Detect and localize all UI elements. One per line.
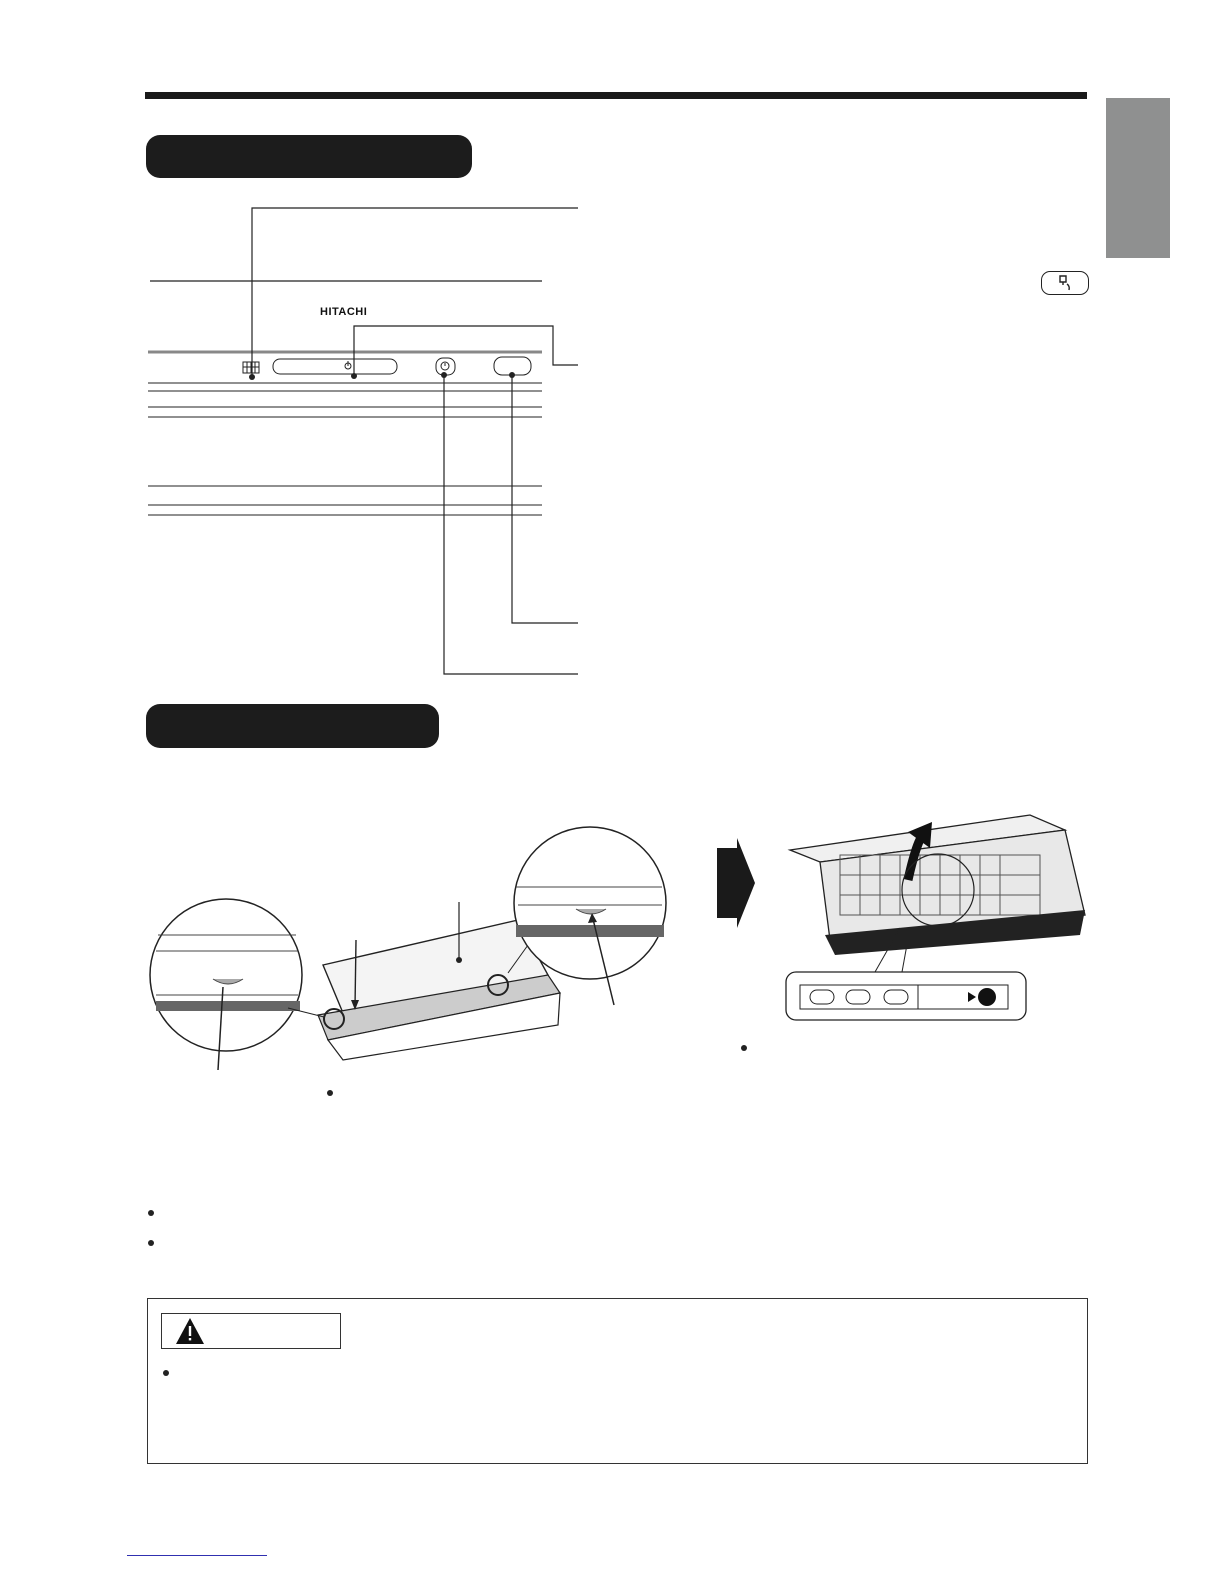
brand-logo: HITACHI xyxy=(320,306,368,318)
caution-label xyxy=(161,1313,341,1349)
remote-signal-icon xyxy=(1041,271,1089,295)
section-header-indicators xyxy=(146,135,472,178)
opened-unit-illustration xyxy=(780,810,1095,1025)
indicator-panel-diagram xyxy=(140,195,600,685)
filter-grid-icon xyxy=(243,362,259,373)
front-panel-opening-illustration xyxy=(148,825,708,1085)
bullet-front-panel-note xyxy=(327,1090,333,1096)
bullet-caution-note xyxy=(163,1370,169,1376)
section-header-front-panel xyxy=(146,704,439,748)
power-icon xyxy=(345,361,351,369)
bullet-opened-unit-note xyxy=(741,1045,747,1051)
right-arrow-icon xyxy=(715,838,757,928)
bullet-note-2 xyxy=(148,1240,154,1246)
bullet-note-1 xyxy=(148,1210,154,1216)
language-side-tab xyxy=(1106,98,1170,258)
header-rule xyxy=(145,92,1087,99)
footer-link[interactable] xyxy=(127,1555,267,1556)
warning-triangle-icon xyxy=(170,1314,210,1348)
